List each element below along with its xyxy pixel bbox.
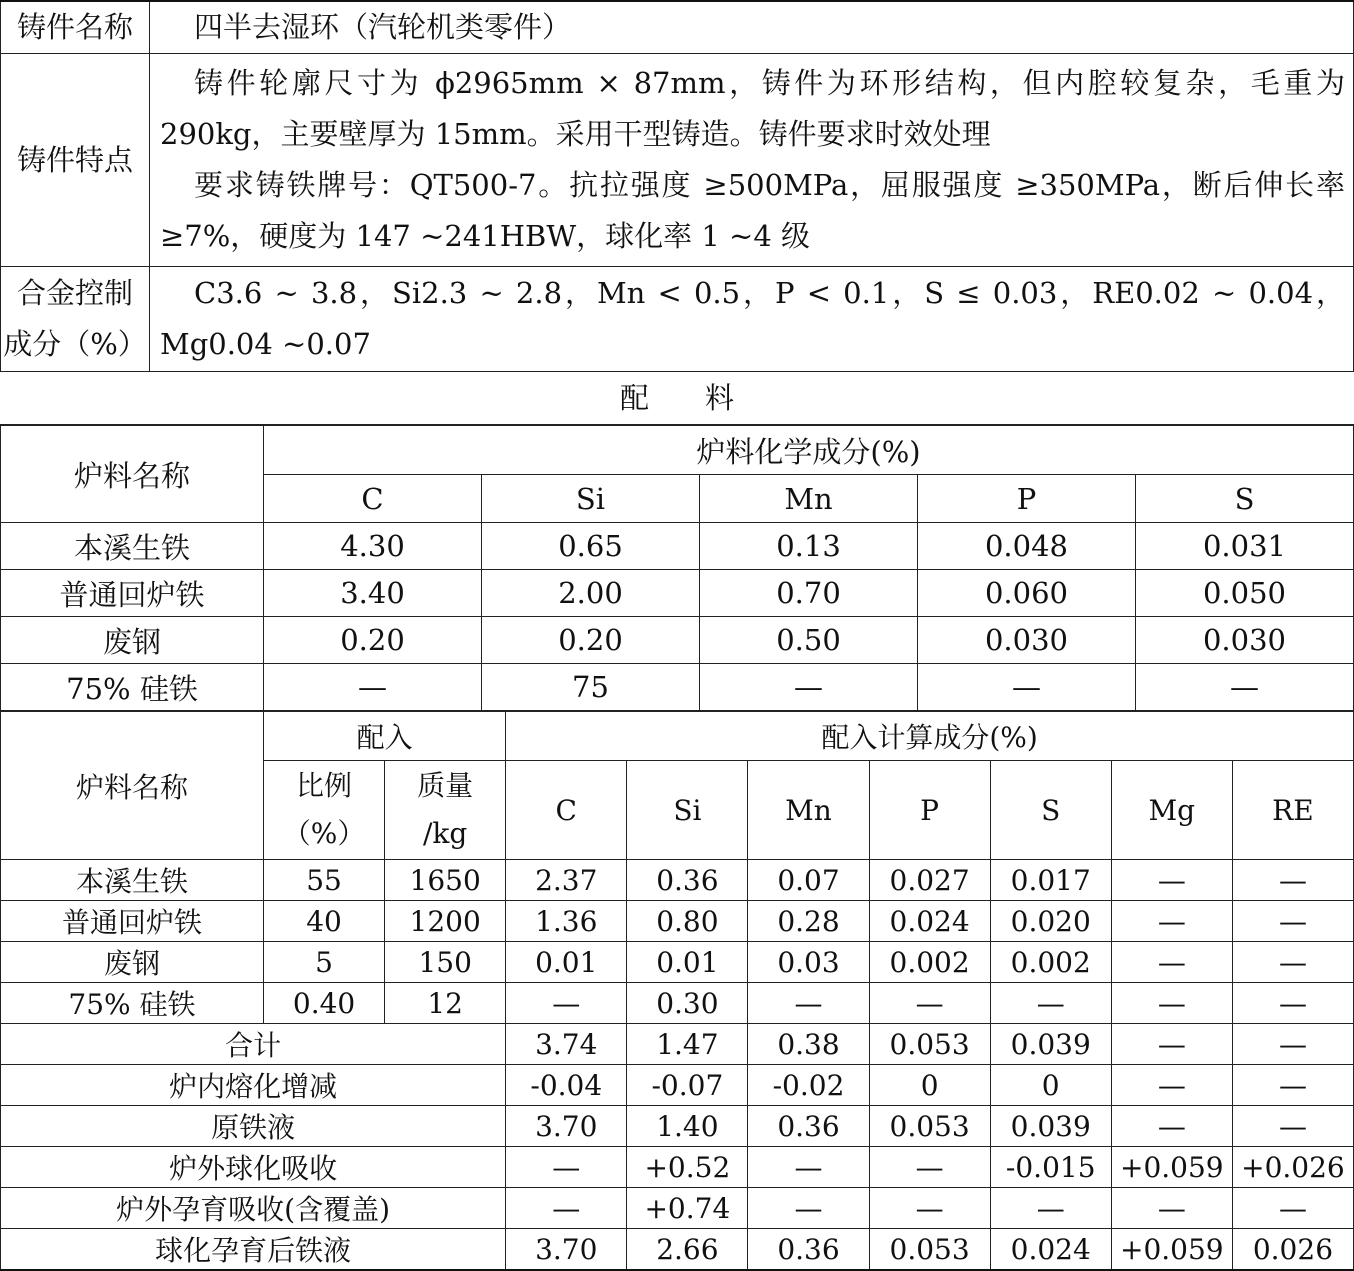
calc-mass-cell: 12 [385,983,506,1024]
section-title-table [0,372,1354,425]
casting-name-value: 四半去湿环（汽轮机类零件） [150,1,1354,54]
calc-summary-cell: — [1232,1188,1353,1229]
casting-info-table [0,0,1354,372]
calc-mass-cell: 1650 [385,860,506,901]
chem-cell: — [918,664,1136,711]
ratio-header-line-2: （%） [282,817,366,850]
calc-summary-cell: 0 [990,1065,1111,1106]
calc-col-header: C [506,761,627,860]
chem-col-header: S [1136,475,1354,523]
calc-summary-cell: +0.059 [1111,1229,1232,1271]
calc-summary-cell: 0.36 [748,1106,869,1147]
calc-row-name: 废钢 [1,942,264,983]
calc-row [1,983,1354,1024]
calc-summary-cell: 3.74 [506,1024,627,1065]
calc-summary-cell: — [1111,1188,1232,1229]
chem-row [1,664,1354,711]
calc-cell: — [990,983,1111,1024]
calc-cell: 0.002 [990,942,1111,983]
calc-col-header: P [869,761,990,860]
calc-col-header: Mn [748,761,869,860]
chem-cell: 2.00 [482,570,700,617]
calc-summary-cell: -0.015 [990,1147,1111,1188]
chem-cell: 0.030 [1136,617,1354,664]
chem-row-name: 75% 硅铁 [1,664,264,711]
chem-group-header: 炉料化学成分(%) [264,426,1354,475]
alloy-control-label [1,267,150,372]
calc-row [1,901,1354,942]
calc-summary-cell: 0.053 [869,1229,990,1271]
chem-cell: 0.031 [1136,523,1354,570]
section-title [0,372,1354,425]
calc-summary-cell: 0.039 [990,1106,1111,1147]
chem-cell: 0.13 [700,523,918,570]
calc-cell: 0.01 [627,942,748,983]
calc-row [1,860,1354,901]
calc-row-name: 本溪生铁 [1,860,264,901]
calc-summary-cell: — [1232,1065,1353,1106]
section-title-char-2: 料 [705,381,735,415]
calc-summary-cell: — [1111,1106,1232,1147]
calc-cell: 0.07 [748,860,869,901]
calc-mass-cell: 150 [385,942,506,983]
calc-summary-cell: 0.026 [1232,1229,1353,1271]
calc-cell: 0.002 [869,942,990,983]
calc-summary-cell: -0.07 [627,1065,748,1106]
chem-col-header: Mn [700,475,918,523]
casting-features-row [1,54,1354,267]
calc-col-header: Si [627,761,748,860]
charge-chemistry-table [0,425,1354,711]
calc-summary-cell: — [506,1147,627,1188]
calc-cell: 0.017 [990,860,1111,901]
alloy-label-line-2: 成分（%） [3,327,147,361]
calc-row-name: 普通回炉铁 [1,901,264,942]
calc-cell: 0.01 [506,942,627,983]
calc-cell: — [1232,983,1353,1024]
chem-name-header: 炉料名称 [1,426,264,523]
calc-cell: 0.36 [627,860,748,901]
calc-row-name: 75% 硅铁 [1,983,264,1024]
calc-ratio-cell: 5 [264,942,385,983]
calc-summary-cell: -0.04 [506,1065,627,1106]
features-paragraph-1: 铸件轮廓尺寸为 ϕ2965mm × 87mm，铸件为环形结构，但内腔较复杂，毛重为290kg，主要壁厚为 15mm。采用干型铸造。铸件要求时效处理 [160,66,1345,151]
casting-name-label: 铸件名称 [1,1,150,54]
chem-cell: 0.20 [264,617,482,664]
calc-ratio-cell: 55 [264,860,385,901]
calc-cell: — [1232,942,1353,983]
calc-cell: — [1111,983,1232,1024]
mass-header-line-1: 质量 [417,769,474,802]
chem-cell: 0.70 [700,570,918,617]
calc-summary-cell: — [869,1147,990,1188]
calc-summary-cell: +0.74 [627,1188,748,1229]
calc-summary-row [1,1106,1354,1147]
calc-summary-cell: 0.053 [869,1106,990,1147]
chem-cell: 0.048 [918,523,1136,570]
alloy-control-row [1,267,1354,372]
calc-cell: — [1111,901,1232,942]
calc-ratio-cell: 40 [264,901,385,942]
calc-summary-name: 球化孕育后铁液 [1,1229,506,1271]
chem-cell: 0.50 [700,617,918,664]
calc-summary-cell: 0.039 [990,1024,1111,1065]
calc-summary-cell: — [748,1147,869,1188]
calc-cell: 0.027 [869,860,990,901]
chem-row [1,523,1354,570]
calc-summary-cell: 3.70 [506,1229,627,1271]
chem-cell: 0.20 [482,617,700,664]
calc-group-header: 配入计算成分(%) [506,712,1354,761]
calc-cell: 1.36 [506,901,627,942]
calc-cell: — [1232,860,1353,901]
alloy-control-value [150,267,1354,372]
charge-calc-table [0,711,1354,1271]
calc-summary-name: 原铁液 [1,1106,506,1147]
calc-summary-row [1,1188,1354,1229]
calc-summary-row [1,1024,1354,1065]
calc-cell: 0.80 [627,901,748,942]
calc-summary-name: 炉外球化吸收 [1,1147,506,1188]
calc-mass-header [385,761,506,860]
chem-row-name: 普通回炉铁 [1,570,264,617]
calc-cell: 0.28 [748,901,869,942]
calc-cell: — [506,983,627,1024]
chem-cell: 0.060 [918,570,1136,617]
calc-cell: 0.03 [748,942,869,983]
calc-ratio-header [264,761,385,860]
calc-summary-row [1,1229,1354,1271]
calc-summary-row [1,1147,1354,1188]
calc-summary-cell: 0.38 [748,1024,869,1065]
calc-summary-cell: — [1232,1024,1353,1065]
chem-cell: 3.40 [264,570,482,617]
chem-cell: 0.030 [918,617,1136,664]
chem-col-header: Si [482,475,700,523]
casting-features-value [150,54,1354,267]
calc-cell: — [748,983,869,1024]
calc-summary-cell: +0.059 [1111,1147,1232,1188]
alloy-composition-text: C3.6 ~ 3.8，Si2.3 ~ 2.8，Mn < 0.5，P < 0.1，S ≤ 0.03，RE0.02 ~ 0.04，Mg0.04 ~0.07 [160,276,1345,361]
calc-cell: 0.30 [627,983,748,1024]
section-title-char-1: 配 [619,381,649,415]
casting-features-label: 铸件特点 [1,54,150,267]
calc-charge-header: 配入 [264,712,506,761]
chem-cell: 75 [482,664,700,711]
calc-summary-cell: +0.52 [627,1147,748,1188]
calc-summary-cell: — [869,1188,990,1229]
calc-summary-cell: 0 [869,1065,990,1106]
calc-summary-cell: — [1232,1106,1353,1147]
chem-cell: 0.65 [482,523,700,570]
calc-col-header: Mg [1111,761,1232,860]
calc-summary-cell: — [990,1188,1111,1229]
calc-summary-cell: 1.40 [627,1106,748,1147]
calc-cell: 0.024 [869,901,990,942]
calc-summary-cell: 1.47 [627,1024,748,1065]
chem-cell: 4.30 [264,523,482,570]
calc-col-header: S [990,761,1111,860]
calc-row [1,942,1354,983]
chem-cell: — [1136,664,1354,711]
calc-summary-name: 合计 [1,1024,506,1065]
ratio-header-line-1: 比例 [296,769,353,802]
calc-summary-cell: — [1111,1024,1232,1065]
chem-col-header: P [918,475,1136,523]
calc-name-header: 炉料名称 [1,712,264,860]
calc-summary-name: 炉外孕育吸收(含覆盖) [1,1188,506,1229]
calc-summary-cell: +0.026 [1232,1147,1353,1188]
chem-row [1,570,1354,617]
calc-summary-cell: 0.024 [990,1229,1111,1271]
calc-summary-cell: 0.053 [869,1024,990,1065]
alloy-label-line-1: 合金控制 [16,276,133,310]
calc-summary-cell: 3.70 [506,1106,627,1147]
calc-ratio-cell: 0.40 [264,983,385,1024]
calc-summary-name: 炉内熔化增减 [1,1065,506,1106]
calc-cell: — [1111,942,1232,983]
chem-cell: — [264,664,482,711]
calc-col-header: RE [1232,761,1353,860]
calc-summary-cell: 0.36 [748,1229,869,1271]
calc-summary-cell: 2.66 [627,1229,748,1271]
chem-row [1,617,1354,664]
calc-summary-cell: — [1111,1065,1232,1106]
calc-cell: 0.020 [990,901,1111,942]
chem-row-name: 废钢 [1,617,264,664]
casting-name-row [1,1,1354,54]
chem-row-name: 本溪生铁 [1,523,264,570]
calc-summary-cell: -0.02 [748,1065,869,1106]
features-paragraph-2: 要求铸铁牌号：QT500-7。抗拉强度 ≥500MPa，屈服强度 ≥350MPa，断后伸长率 ≥7%，硬度为 147 ~241HBW，球化率 1 ~4 级 [160,168,1345,253]
chem-col-header: C [264,475,482,523]
calc-summary-cell: — [748,1188,869,1229]
calc-cell: 2.37 [506,860,627,901]
calc-cell: — [869,983,990,1024]
calc-summary-row [1,1065,1354,1106]
chem-cell: — [700,664,918,711]
chem-cell: 0.050 [1136,570,1354,617]
calc-mass-cell: 1200 [385,901,506,942]
calc-cell: — [1111,860,1232,901]
calc-summary-cell: — [506,1188,627,1229]
mass-header-line-2: /kg [423,817,468,850]
calc-cell: — [1232,901,1353,942]
